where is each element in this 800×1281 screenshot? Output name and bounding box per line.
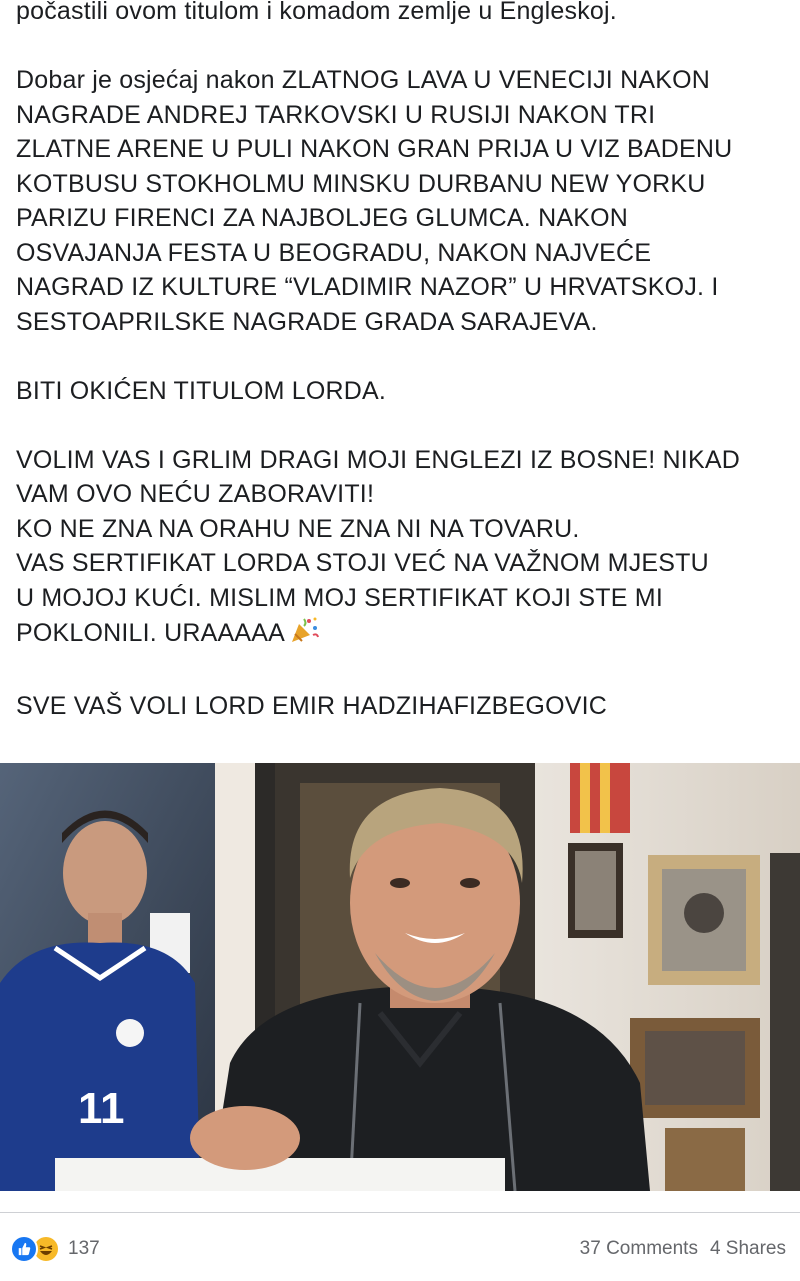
post-line: VAM OVO NEĆU ZABORAVITI! <box>16 480 375 508</box>
reactions-summary[interactable] <box>10 1234 100 1264</box>
post-line: OSVAJANJA FESTA U BEOGRADU, NAKON NAJVEĆE <box>16 238 652 267</box>
divider <box>0 1212 800 1213</box>
post-line-text: POKLONILI. URAAAAA <box>16 619 285 647</box>
post-line: SVE VAŠ VOLI LORD EMIR HADZIHAFIZBEGOVIC <box>16 692 607 720</box>
post-line: NAGRADE ANDREJ TARKOVSKI U RUSIJI NAKON TRI <box>16 100 656 129</box>
post-photo[interactable] <box>0 763 800 1191</box>
post-line: U MOJOJ KUĆI. MISLIM MOJ SERTIFIKAT KOJI STE MI <box>16 583 663 612</box>
party-popper-icon <box>289 615 319 655</box>
engagement-stats <box>580 1238 786 1260</box>
post-footer <box>0 1226 800 1274</box>
post-line: KOTBUSU STOKHOLMU MINSKU DURBANU NEW YORKU <box>16 169 706 198</box>
post-line: VAS SERTIFIKAT LORDA STOJI VEĆ NA VAŽNOM MJESTU <box>16 549 709 577</box>
shares-link[interactable]: 4 Shares <box>709 1238 786 1259</box>
post-line: SESTOAPRILSKE NAGRADE GRADA SARAJEVA. <box>16 307 598 336</box>
post-line: KO NE ZNA NA ORAHU NE ZNA NI NA TOVARU. <box>16 514 580 543</box>
post-line: PARIZU FIRENCI ZA NAJBOLJEG GLUMCA. NAKON <box>16 204 628 232</box>
jersey-number: 11 <box>78 1084 125 1133</box>
post-line: NAGRAD IZ KULTURE “VLADIMIR NAZOR” U HRVATSKOJ. I <box>16 273 719 301</box>
post-line: Dobar je osjećaj nakon ZLATNOG LAVA U VENECIJI NAKON <box>16 66 710 94</box>
post-line: ZLATNE ARENE U PULI NAKON GRAN PRIJA U VIZ BADENU <box>16 135 733 163</box>
post-line: VOLIM VAS I GRLIM DRAGI MOJI ENGLEZI IZ BOSNE! NIKAD <box>16 445 740 474</box>
post-line: BITI OKIĆEN TITULOM LORDA. <box>16 376 387 405</box>
comments-link[interactable]: 37 Comments <box>579 1238 698 1259</box>
like-icon <box>10 1235 38 1263</box>
photo-illustration <box>0 763 800 1191</box>
post-line <box>16 615 786 655</box>
post-line: počastili ovom titulom i komadom zemlje u Engleskoj. <box>16 0 617 25</box>
post-text <box>16 0 786 724</box>
reaction-count: 137 <box>68 1238 100 1259</box>
